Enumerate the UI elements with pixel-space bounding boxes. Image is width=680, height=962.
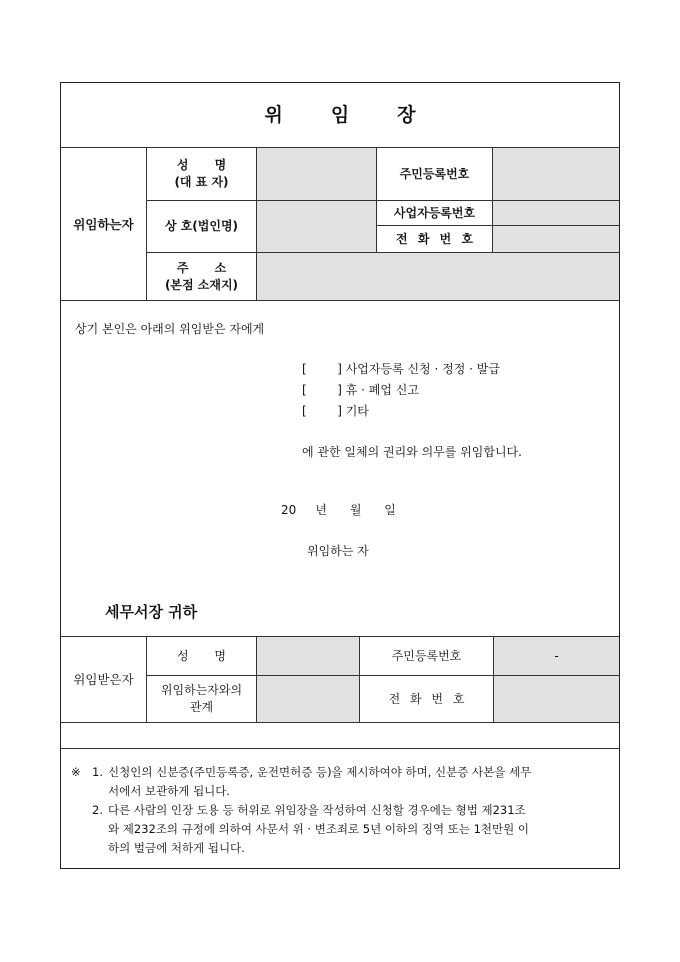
delegator-phone-label: 전 화 번 호	[396, 231, 473, 246]
delegator-brn-label: 사업자등록번호	[393, 205, 476, 220]
page-title: 위 임 장	[264, 103, 416, 126]
divider	[61, 722, 619, 723]
delegatee-relation-input[interactable]	[257, 676, 359, 722]
delegator-phone-input[interactable]	[493, 226, 619, 252]
delegator-trade-name-label: 상 호(법인명)	[164, 219, 239, 233]
notice-item-1-line-2: 서에서 보관하게 됩니다.	[108, 784, 231, 798]
delegator-brn-input[interactable]	[493, 201, 619, 225]
option-other[interactable]: [ ] 기타	[302, 404, 369, 418]
delegatee-rrn-value: -	[554, 648, 559, 663]
delegatee-relation-label: 위임하는자와의 관계	[160, 683, 243, 714]
notice-item-2-line-1: 다른 사람의 인장 도용 등 허위로 위임장을 작성하여 신청할 경우에는 형법 제231조	[108, 803, 526, 817]
addressee: 세무서장 귀하	[105, 603, 198, 621]
delegatee-phone-input[interactable]	[494, 676, 619, 722]
delegatee-section-label: 위임받은자	[73, 672, 134, 687]
divider	[61, 300, 619, 301]
option-business-registration[interactable]: [ ] 사업자등록 신청 · 정정 · 발급	[302, 362, 500, 376]
notice-item-2-line-3: 하의 벌금에 처하게 됩니다.	[108, 841, 245, 855]
divider	[256, 636, 257, 722]
delegatee-name-input[interactable]	[257, 637, 359, 675]
delegator-address-label: 주 소 (본점 소재지)	[164, 260, 239, 292]
divider	[492, 147, 493, 252]
delegator-rrn-input[interactable]	[493, 148, 619, 200]
delegatee-rrn-label: 주민등록번호	[391, 648, 462, 663]
delegator-name-label: 성 명 (대 표 자)	[174, 158, 229, 189]
delegatee-name-label: 성 명	[177, 648, 226, 663]
notice-item-2-number: 2.	[92, 803, 103, 817]
divider	[61, 748, 619, 749]
delegator-section-label: 위임하는자	[73, 216, 134, 232]
delegator-rrn-label: 주민등록번호	[399, 166, 470, 181]
option-closure-report[interactable]: [ ] 휴 · 폐업 신고	[302, 383, 419, 397]
divider	[256, 147, 257, 300]
power-of-attorney-form	[60, 82, 620, 869]
notice-mark: ※	[71, 765, 81, 779]
notice-item-1-number: 1.	[92, 765, 103, 779]
notice-item-2-line-2: 와 제232조의 규정에 의하여 사문서 위 · 변조죄로 5년 이하의 징역 또는 1천만원 이	[108, 822, 530, 836]
delegator-address-input[interactable]	[257, 253, 619, 300]
delegatee-phone-label: 전 화 번 호	[388, 691, 465, 706]
delegation-statement: 에 관한 일체의 권리와 의무를 위임합니다.	[302, 445, 522, 459]
intro-text: 상기 본인은 아래의 위임받은 자에게	[75, 322, 265, 336]
notice-item-1-line-1: 신청인의 신분증(주민등록증, 운전면허증 등)을 제시하여야 하며, 신분증 사본을 세무	[108, 765, 532, 779]
delegator-name-input[interactable]	[257, 148, 376, 200]
date-line: 20 년 월 일	[281, 503, 396, 517]
signer-label: 위임하는 자	[307, 544, 369, 558]
delegator-trade-name-input[interactable]	[257, 201, 376, 252]
